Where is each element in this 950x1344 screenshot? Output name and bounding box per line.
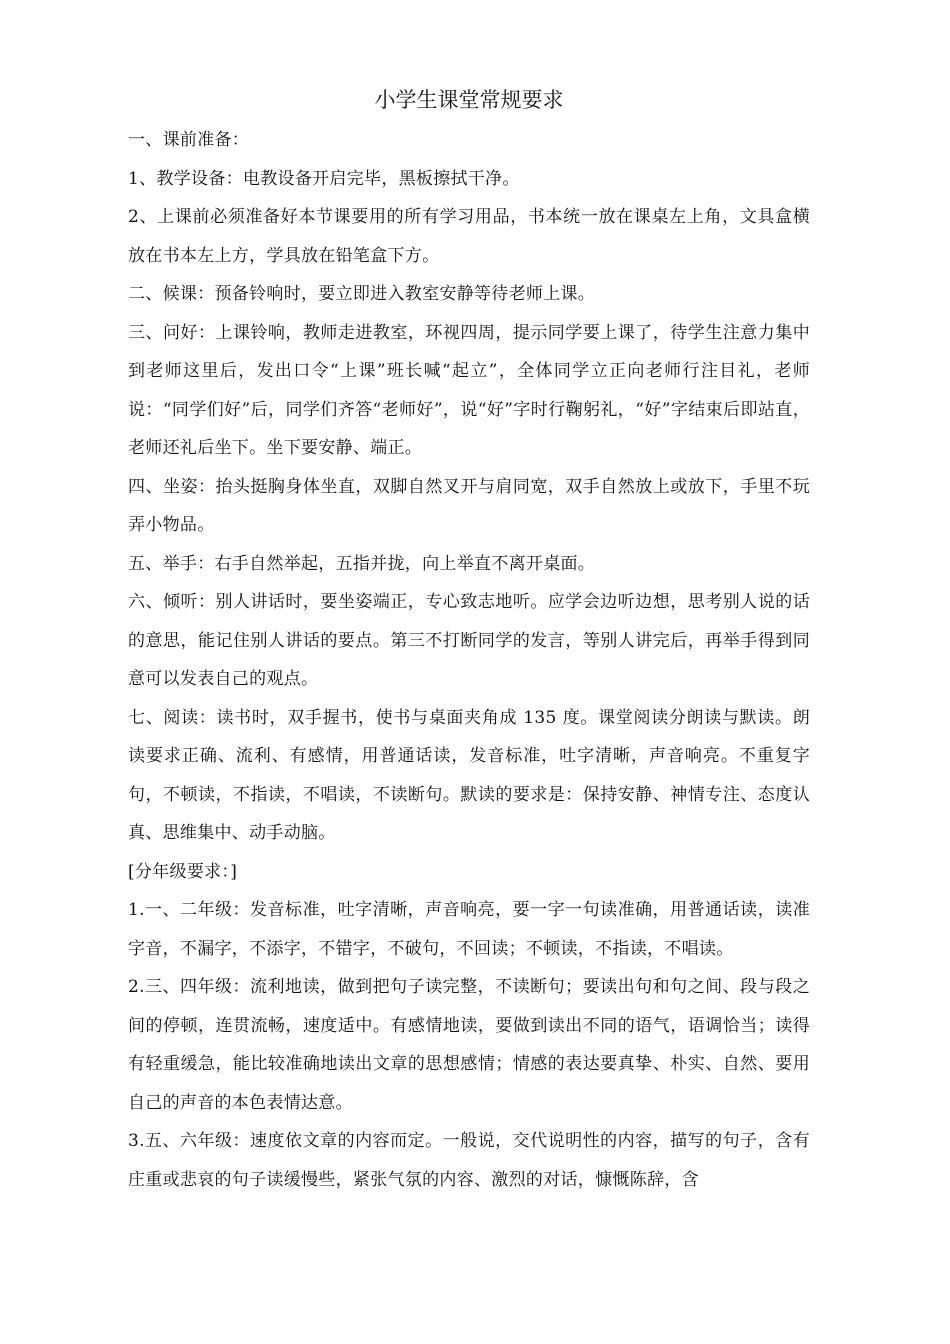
document-title: 小学生课堂常规要求 [374, 88, 564, 112]
paragraph-teaching-equipment: 1、教学设备：电教设备开启完毕，黑板擦拭干净。 [128, 168, 520, 189]
section-heading-preparation: 一、课前准备： [128, 130, 250, 150]
paragraph-sitting-posture: 四、坐姿：抬头挺胸身体坐直，双脚自然叉开与肩同宽，双手自然放上或放下，手里不玩弄小物品。 [128, 476, 810, 535]
document-body [128, 83, 810, 1199]
paragraph-waiting: 二、候课：预备铃响时，要立即进入教室安静等待老师上课。 [128, 284, 596, 304]
paragraph-study-supplies: 2、上课前必须准备好本节课要用的所有学习用品，书本统一放在课桌左上角，文具盒横放在书本左上方，学具放在铅笔盒下方。 [128, 207, 810, 266]
paragraph-grade-1-2: 1.一、二年级：发音标准，吐字清晰，声音响亮，要一字一句读准确，用普通话读，读准字音，不漏字，不添字，不错字，不破句，不回读；不顿读，不指读，不唱读。 [128, 900, 810, 959]
section-heading-grade-requirements: [分年级要求：] [128, 861, 238, 882]
paragraph-grade-5-6: 3.五、六年级：速度依文章的内容而定。一般说，交代说明性的内容，描写的句子，含有庄重或悲哀的句子读缓慢些，紧张气氛的内容、激烈的对话，慷慨陈辞，含 [128, 1131, 810, 1190]
paragraph-grade-3-4: 2.三、四年级：流利地读，做到把句子读完整，不读断句；要读出句和句之间、段与段之间的停顿，连贯流畅，速度适中。有感情地读，要做到读出不同的语气，语调恰当；读得有轻重缓急，能比较准确地读出文章的思想感情；情感的表达要真挚、朴实、自然、要用自己的声音的本色表情达意。 [128, 977, 810, 1113]
paragraph-reading: 七、阅读：读书时，双手握书，使书与桌面夹角成 135 度。课堂阅读分朗读与默读。朗读要求正确、流利、有感情，用普通话读，发音标准，吐字清晰，声音响亮。不重复字句，不顿读，不指读，不唱读，不读断句。默读的要求是：保持安静、神情专注、态度认真、思维集中、动手动脑。 [128, 707, 810, 843]
paragraph-raising-hand: 五、举手：右手自然举起，五指并拢，向上举直不离开桌面。 [128, 553, 596, 574]
paragraph-listening: 六、倾听：别人讲话时，要坐姿端正，专心致志地听。应学会边听边想，思考别人说的话的意思，能记住别人讲话的要点。第三不打断同学的发言，等别人讲完后，再举手得到同意可以发表自己的观点。 [128, 592, 810, 689]
paragraph-greeting: 三、问好：上课铃响，教师走进教室，环视四周，提示同学要上课了，待学生注意力集中到老师这里后，发出口令“上课”班长喊“起立”，全体同学立正向老师行注目礼，老师说：“同学们好”后，同学们齐答“老师好”，说“好”字时行鞠躬礼，“好”字结束后即站直，老师还礼后坐下。坐下要安静、端正。 [128, 322, 810, 458]
